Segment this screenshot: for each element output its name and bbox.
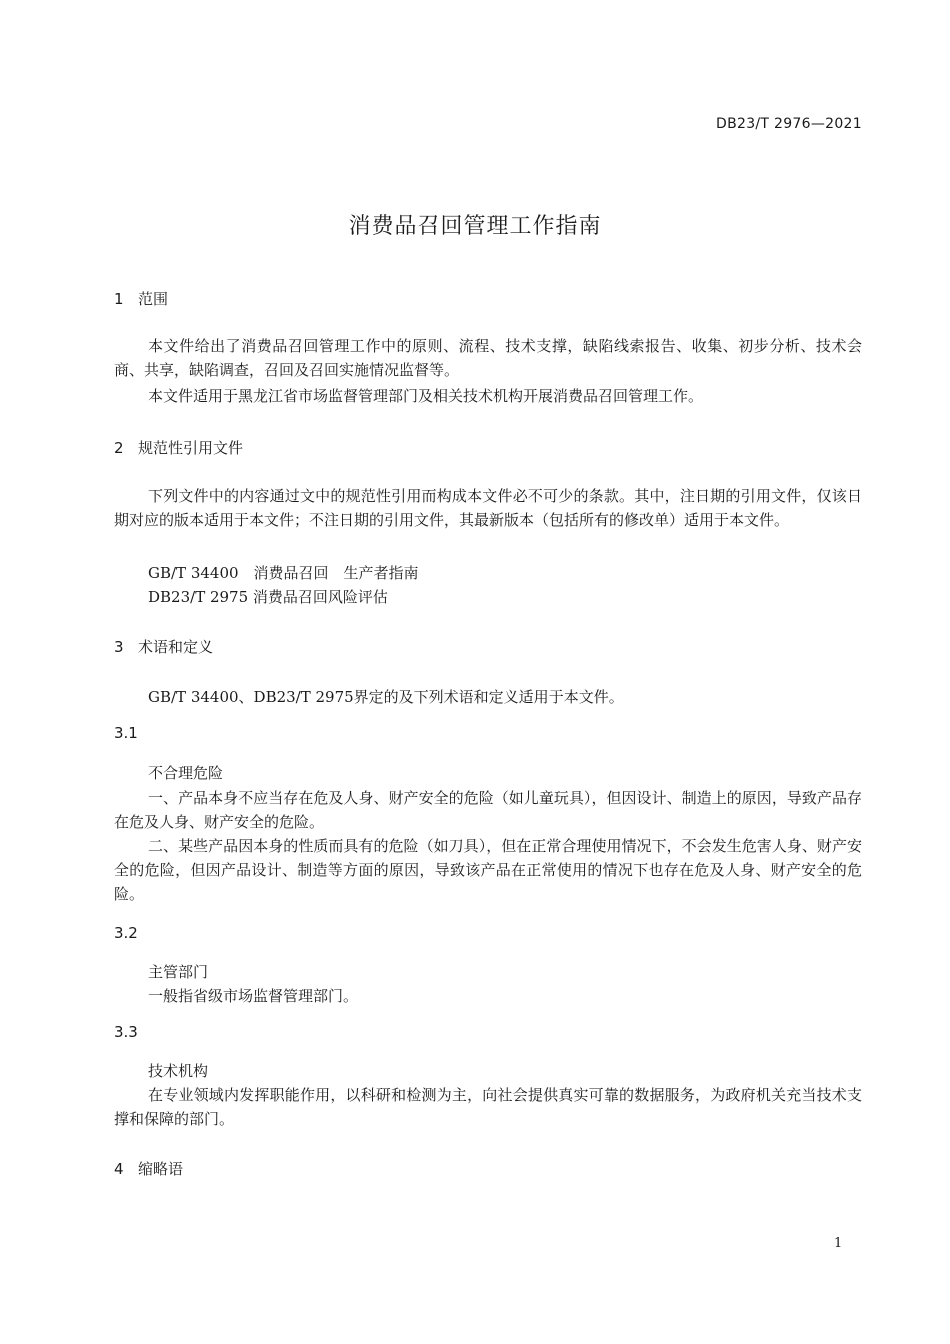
section-number: 1	[114, 290, 124, 308]
term-number: 3.1	[114, 724, 138, 742]
section-title: 术语和定义	[138, 638, 214, 656]
section-number: 3	[114, 638, 124, 656]
section-number: 4	[114, 1160, 124, 1178]
paragraph: 在专业领域内发挥职能作用，以科研和检测为主，向社会提供真实可靠的数据服务，为政府机关充当技术支撑和保障的部门。	[114, 1086, 862, 1128]
paragraph: 一般指省级市场监督管理部门。	[148, 987, 359, 1005]
paragraph: GB/T 34400、DB23/T 2975界定的及下列术语和定义适用于本文件。	[148, 688, 624, 706]
section-title: 范围	[138, 290, 169, 308]
section-2-heading	[114, 437, 243, 458]
document-code: DB23/T 2976—2021	[716, 116, 862, 132]
section-1-heading	[114, 288, 168, 309]
section-title: 规范性引用文件	[138, 439, 244, 457]
section-number: 2	[114, 439, 124, 457]
paragraph: 本文件适用于黑龙江省市场监督管理部门及相关技术机构开展消费品召回管理工作。	[148, 387, 704, 405]
section-3-heading	[114, 636, 213, 657]
page-title: 消费品召回管理工作指南	[348, 214, 602, 239]
paragraph: 一、产品本身不应当存在危及人身、财产安全的危险（如儿童玩具），但因设计、制造上的原因，导致产品存在危及人身、财产安全的危险。	[114, 789, 862, 831]
paragraph: 二、某些产品因本身的性质而具有的危险（如刀具），但在正常合理使用情况下，不会发生危害人身、财产安全的危险，但因产品设计、制造等方面的原因，导致该产品在正常使用的情况下也存在危及人身、财产安全的危险。	[114, 837, 862, 903]
term-name: 主管部门	[148, 963, 209, 981]
paragraph: 本文件给出了消费品召回管理工作中的原则、流程、技术支撑，缺陷线索报告、收集、初步分析、技术会商、共享，缺陷调查，召回及召回实施情况监督等。	[114, 337, 862, 379]
paragraph: 下列文件中的内容通过文中的规范性引用而构成本文件必不可少的条款。其中，注日期的引用文件，仅该日期对应的版本适用于本文件；不注日期的引用文件，其最新版本（包括所有的修改单）适用于本文件。	[114, 487, 862, 529]
section-4-heading	[114, 1158, 183, 1179]
page-number: 1	[834, 1236, 843, 1251]
reference-item: GB/T 34400 消费品召回 生产者指南	[148, 564, 419, 582]
term-name: 不合理危险	[148, 764, 224, 782]
section-title: 缩略语	[138, 1160, 184, 1178]
term-number: 3.2	[114, 924, 138, 942]
term-number: 3.3	[114, 1023, 138, 1041]
reference-item: DB23/T 2975 消费品召回风险评估	[148, 588, 388, 606]
term-name: 技术机构	[148, 1062, 209, 1080]
